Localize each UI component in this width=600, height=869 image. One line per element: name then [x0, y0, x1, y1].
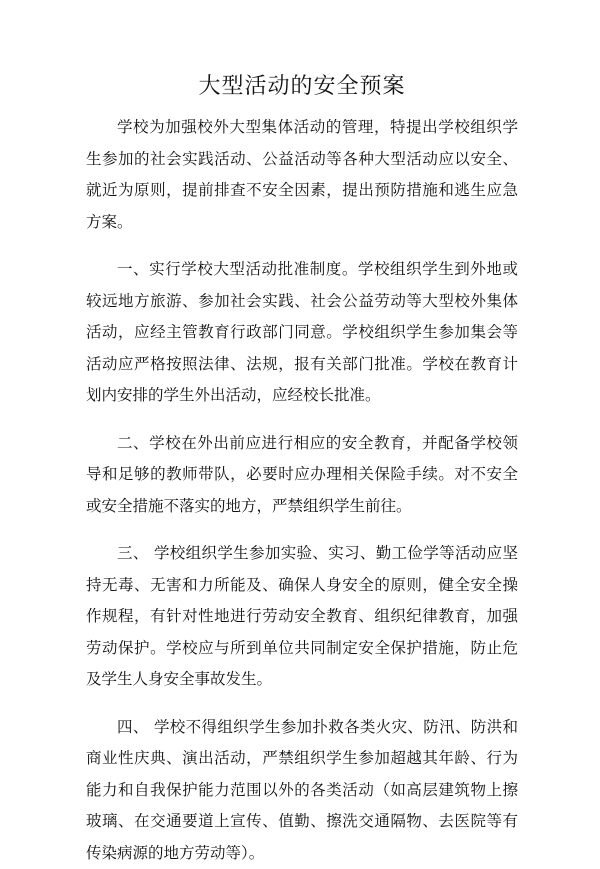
paragraph-section-4: 四、 学校不得组织学生参加扑救各类火灾、防汛、防洪和商业性庆典、演出活动，严禁组织学生参加超越其年龄、行为能力和自我保护能力范围以外的各类活动（如高层建筑物上擦玻璃、在交通要道上宣传、值勤、擦洗交通隔物、去医院等有传染病源的地方劳动等）。 [86, 712, 518, 869]
paragraph-section-1: 一、实行学校大型活动批准制度。学校组织学生到外地或较远地方旅游、参加社会实践、社会公益劳动等大型校外集体活动，应经主管教育行政部门同意。学校组织学生参加集会等活动应严格按照法律、法规，报有关部门批准。学校在教育计划内安排的学生外出活动，应经校长批准。 [86, 254, 518, 412]
paragraph-section-2: 二、学校在外出前应进行相应的安全教育，并配备学校领导和足够的教师带队，必要时应办理相关保险手续。对不安全或安全措施不落实的地方，严禁组织学生前往。 [86, 428, 518, 523]
document-title: 大型活动的安全预案 [86, 72, 518, 102]
paragraph-section-3: 三、 学校组织学生参加实验、实习、勤工俭学等活动应坚持无毒、无害和力所能及、确保人身安全的原则，健全安全操作规程，有针对性地进行劳动安全教育、组织纪律教育，加强劳动保护。学校应与所到单位共同制定安全保护措施，防止危及学生人身安全事故发生。 [86, 538, 518, 696]
paragraph-intro: 学校为加强校外大型集体活动的管理，特提出学校组织学生参加的社会实践活动、公益活动等各种大型活动应以安全、就近为原则，提前排查不安全因素，提出预防措施和逃生应急方案。 [86, 112, 518, 238]
